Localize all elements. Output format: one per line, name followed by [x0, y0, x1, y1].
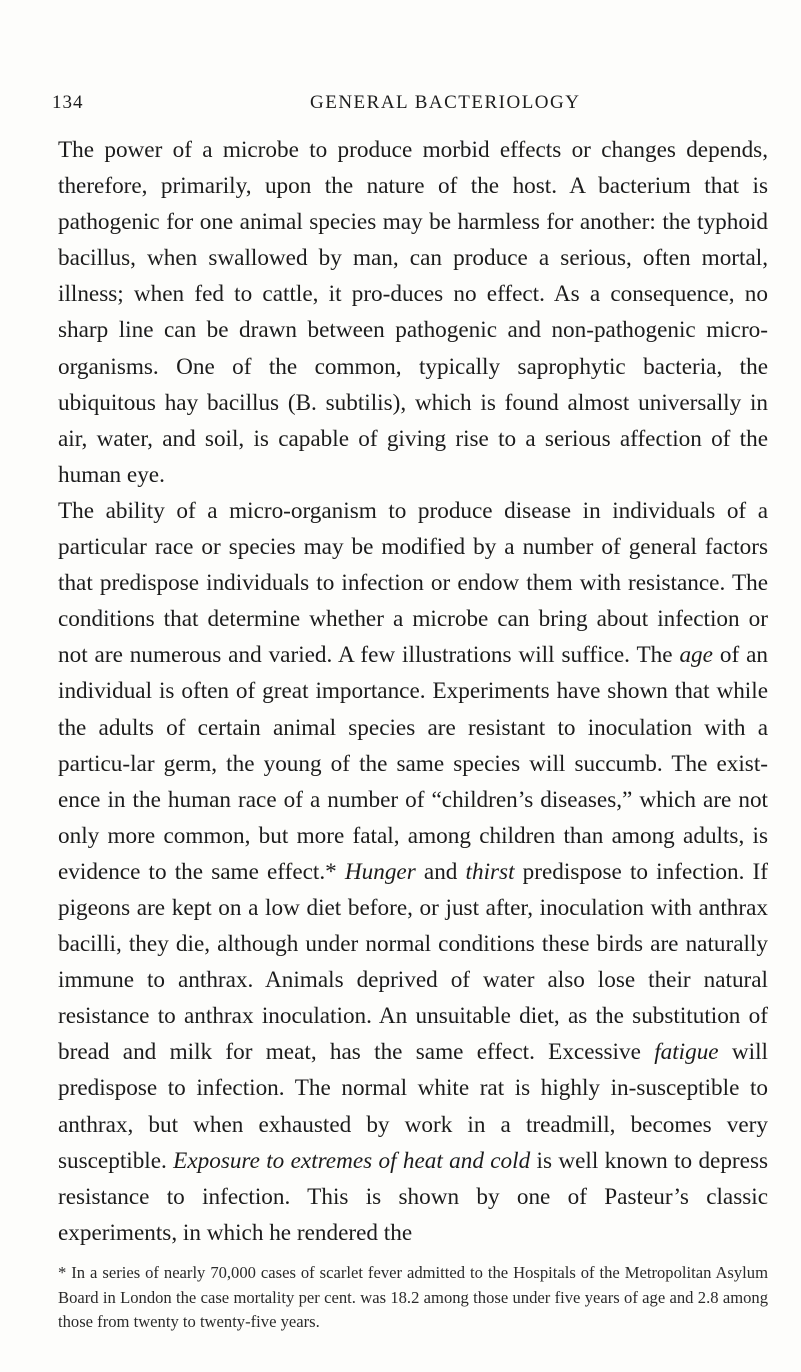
emphasis-thirst: thirst — [465, 858, 515, 885]
emphasis-hunger: Hunger — [344, 858, 416, 885]
paragraph-2-text: predispose to infection. If pigeons are kept on a low diet before, or just after, inoculation with anthrax bacilli, they die, although under normal conditions these birds are naturally immune to anthrax. Animals deprived of water also lose their natural resistance to anthrax inoculation. An unsuitable diet, as the substitution of bread and milk for meat, has the same effect. Excessive — [58, 858, 768, 1066]
footnote — [58, 1261, 768, 1335]
footnote-text: * In a series of nearly 70,000 cases of scarlet fever admitted to the Hospitals of the Metropolitan Asylum Board in London the case mortality per cent. was 18.2 among those under five years of age and 2.8 among those from twenty to twenty-five years. — [58, 1263, 768, 1332]
paragraph-2-text: and — [415, 858, 466, 885]
paragraph-2-text: of an individual is often of great importance. Experiments have shown that while the adults of certain animal species are resistant to inoculation with a particu-lar germ, the young of the same species will succumb. The exist-ence in the human race of a number of “children’s diseases,” which are not only more common, but more fatal, among children than among adults, is evidence to the same effect.* — [58, 642, 769, 885]
body-text — [58, 132, 768, 1251]
emphasis-fatigue: fatigue — [654, 1039, 719, 1066]
paragraph-2 — [58, 493, 768, 1251]
running-title: GENERAL BACTERIOLOGY — [310, 92, 581, 113]
emphasis-exposure: Exposure to extremes of heat and cold — [173, 1147, 531, 1174]
paragraph-2-text: The ability of a micro-organism to produce disease in individuals of a particular race or species may be modified by a number of general factors that predispose individuals to infection or endow them with resistance. The conditions that determine whether a microbe can bring about infection or not are numerous and varied. A few illustrations will suffice. The — [58, 497, 768, 669]
paragraph-2-text: is well known to depress resistance to infection. This is shown by one of Pasteur’s classic experiments, in which he rendered the — [58, 1147, 768, 1246]
running-head — [52, 92, 764, 120]
paragraph-1: The power of a microbe to produce morbid effects or changes depends, therefore, primarily, upon the nature of the host. A bacterium that is pathogenic for one animal species may be harmless for another: the typhoid bacillus, when swallowed by man, can produce a serious, often mortal, illness; when fed to cattle, it pro-duces no effect. As a consequence, no sharp line can be drawn between pathogenic and non-pathogenic micro-organisms. One of the common, typically saprophytic bacteria, the ubiquitous hay bacillus (B. subtilis), which is found almost universally in air, water, and soil, is capable of giving rise to a serious affection of the human eye. — [58, 137, 768, 488]
paragraph-2-text: will predispose to infection. The normal white rat is highly in-susceptible to anthrax, but when exhausted by work in a treadmill, becomes very susceptible. — [58, 1039, 768, 1174]
emphasis-age: age — [679, 642, 713, 669]
page-number: 134 — [52, 92, 84, 113]
